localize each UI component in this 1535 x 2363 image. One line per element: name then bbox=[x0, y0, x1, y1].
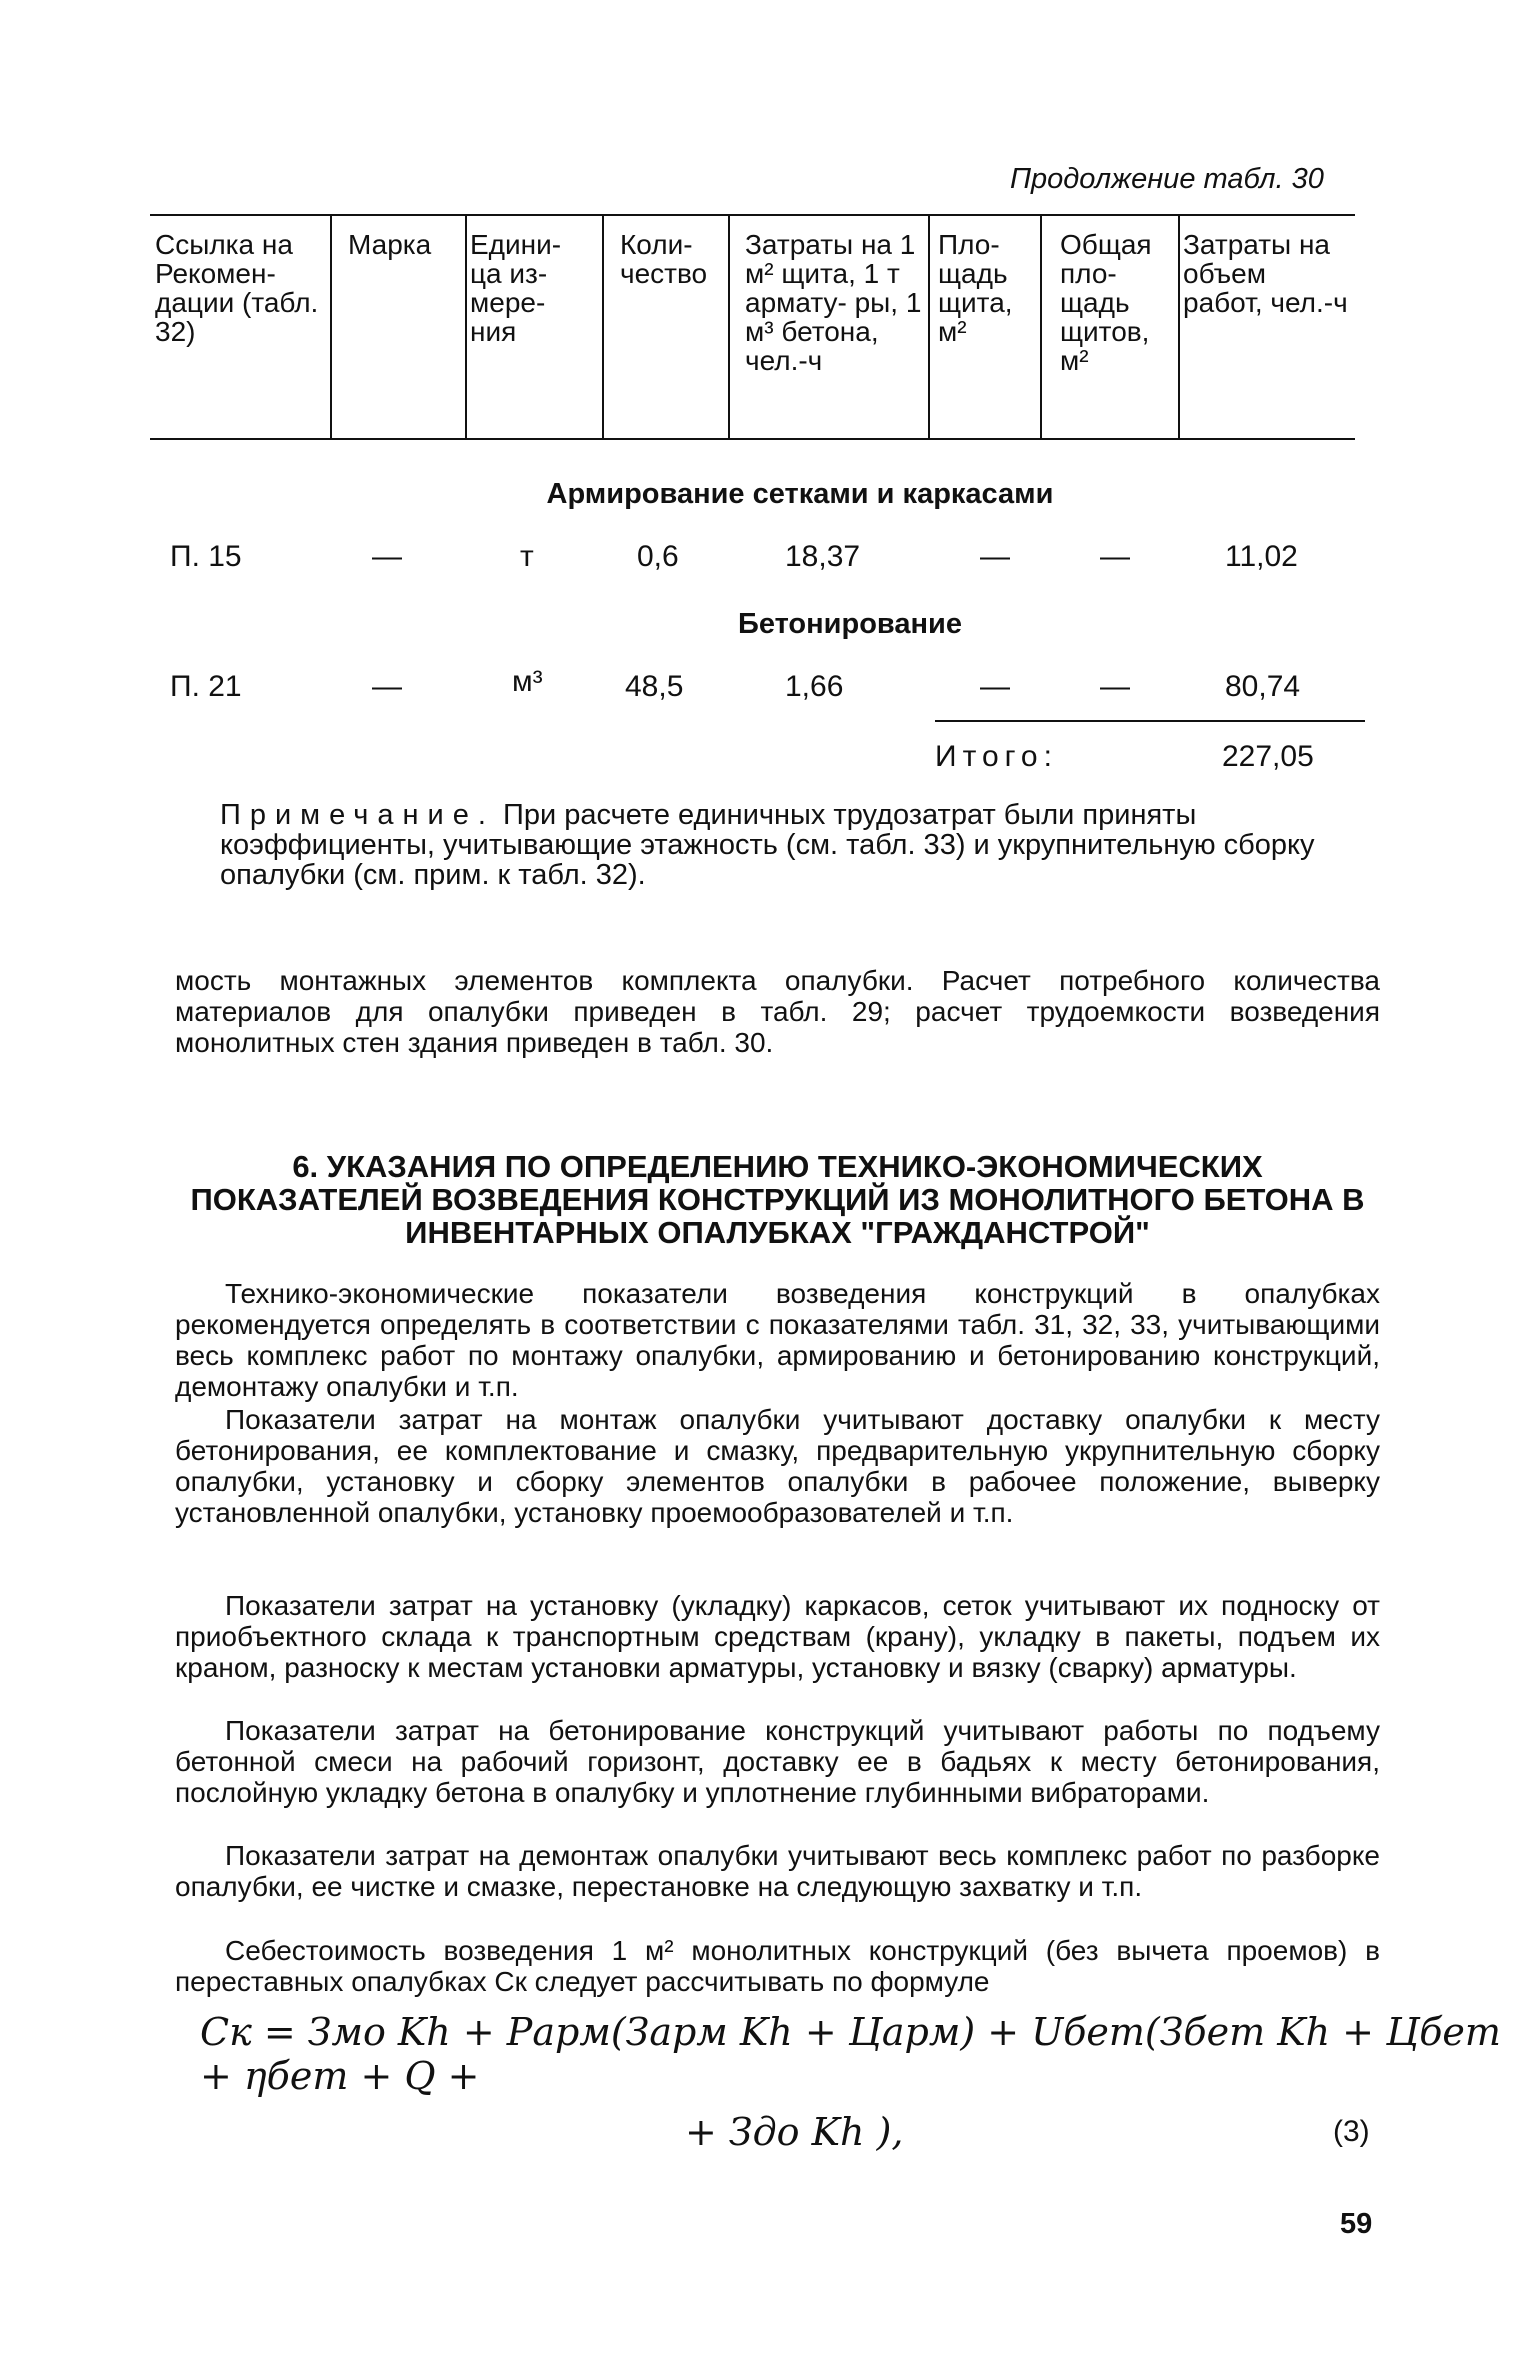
header-unit: Едини- ца из- мере- ния bbox=[470, 229, 562, 347]
paragraph-3-text: Показатели затрат на установку (укладку) каркасов, сеток учитывают их подноску от приобъектного склада к транспортным средствам (крану), укладку в пакеты, подъем их краном, разноску к местам установки арматуры, установку и вязку (сварку) арматуры. bbox=[175, 1590, 1380, 1683]
row-1-panel-area: — bbox=[980, 540, 1010, 573]
table-header-rule bbox=[150, 438, 1355, 440]
row-1-cost-per-unit: 18,37 bbox=[785, 540, 861, 573]
formula-line-2: + Здо Kh ), bbox=[685, 2110, 904, 2154]
paragraph-5 bbox=[175, 1840, 1380, 1902]
paragraph-2 bbox=[175, 1404, 1380, 1528]
table-caption: Продолжение табл. 30 bbox=[1010, 163, 1324, 195]
section-title-concreting: Бетонирование bbox=[738, 608, 962, 640]
table-note bbox=[220, 800, 1340, 890]
header-panel-area: Пло- щадь щита, м² bbox=[938, 229, 1013, 347]
column-divider bbox=[330, 214, 332, 438]
total-value: 227,05 bbox=[1222, 740, 1314, 773]
column-divider bbox=[1040, 214, 1042, 438]
note-label: Примечание. bbox=[220, 799, 495, 831]
column-divider bbox=[728, 214, 730, 438]
column-divider bbox=[928, 214, 930, 438]
column-divider bbox=[602, 214, 604, 438]
paragraph-6-text: Себестоимость возведения 1 м² монолитных конструкций (без вычета проемов) в переставных опалубках Cк следует рассчитывать по формуле bbox=[175, 1935, 1380, 1997]
row-2-cost-per-unit: 1,66 bbox=[785, 670, 844, 703]
paragraph-4-text: Показатели затрат на бетонирование конструкций учитывают работы по подъему бетонной смеси на рабочий горизонт, доставку ее в бадьях к месту бетонирования, послойную укладку бетона в опалубку и уплотнение глубинными вибраторами. bbox=[175, 1715, 1380, 1808]
row-1-total-area: — bbox=[1100, 540, 1130, 573]
row-2-total-area: — bbox=[1100, 670, 1130, 703]
paragraph-4 bbox=[175, 1715, 1380, 1808]
header-reference: Ссылка на Рекомен- дации (табл. 32) bbox=[155, 229, 319, 347]
row-1-unit: т bbox=[520, 540, 534, 573]
row-2-quantity: 48,5 bbox=[625, 670, 684, 703]
paragraph-2-text: Показатели затрат на монтаж опалубки учитывают доставку опалубки к месту бетонирования, ее комплектование и смазку, предварительную укрупнительную сборку опалубки, установку и сборку элементов опалубки в рабочее положение, выверку установленной опалубки, установку проемообразователей и т.п. bbox=[175, 1404, 1380, 1528]
chapter-title: 6. УКАЗАНИЯ ПО ОПРЕДЕЛЕНИЮ ТЕХНИКО-ЭКОНОМИЧЕСКИХ ПОКАЗАТЕЛЕЙ ВОЗВЕДЕНИЯ КОНСТРУКЦИЙ ИЗ МОНОЛИТНОГО БЕТОНА В ИНВЕНТАРНЫХ ОПАЛУБКАХ "ГРАЖДАНСТРОЙ" bbox=[190, 1149, 1365, 1250]
row-2-panel-area: — bbox=[980, 670, 1010, 703]
header-total-cost: Затраты на объем работ, чел.-ч bbox=[1183, 229, 1348, 318]
formula-line-1: Cк = Змо Kh + Pарм(Зарм Kh + Царм) + Uбет(Збет Kh + Цбет + ηбет + Q + bbox=[200, 2010, 1501, 2098]
paragraph-3 bbox=[175, 1590, 1380, 1683]
paragraph-5-text: Показатели затрат на демонтаж опалубки учитывают весь комплекс работ по разборке опалубки, ее чистке и смазке, перестановке на следующую захватку и т.п. bbox=[175, 1840, 1380, 1902]
paragraph-6 bbox=[175, 1935, 1380, 1997]
header-cost-per-unit: Затраты на 1 м² щита, 1 т армату- ры, 1 м³ бетона, чел.-ч bbox=[745, 229, 922, 376]
note-text: При расчете единичных трудозатрат были приняты коэффициенты, учитывающие этажность (см. табл. 33) и укрупнительную сборку опалубки (см. прим. к табл. 32). bbox=[220, 799, 1315, 891]
column-divider bbox=[1178, 214, 1180, 438]
header-brand: Марка bbox=[348, 229, 432, 260]
row-1-total-cost: 11,02 bbox=[1225, 540, 1298, 573]
row-2-total-cost: 80,74 bbox=[1225, 670, 1301, 703]
header-total-area: Общая пло- щадь щитов, м² bbox=[1060, 229, 1152, 376]
row-2-unit: м³ bbox=[512, 665, 543, 698]
intro-paragraph: мость монтажных элементов комплекта опалубки. Расчет потребного количества материалов для опалубки приведен в табл. 29; расчет трудоемкости возведения монолитных стен здания приведен в табл. 30. bbox=[175, 965, 1380, 1058]
total-label: Итого: bbox=[935, 740, 1058, 773]
row-1-brand: — bbox=[372, 540, 402, 573]
header-quantity: Коли- чество bbox=[620, 229, 708, 289]
paragraph-1 bbox=[175, 1278, 1380, 1402]
row-2-brand: — bbox=[372, 670, 402, 703]
paragraph-1-text: Технико-экономические показатели возведения конструкций в опалубках рекомендуется определять в соответствии с показателями табл. 31, 32, 33, учитывающими весь комплекс работ по монтажу опалубки, армированию и бетонированию конструкций, демонтажу опалубки и т.п. bbox=[175, 1278, 1380, 1402]
column-divider bbox=[465, 214, 467, 438]
row-1-reference: П. 15 bbox=[170, 540, 242, 573]
row-2-reference: П. 21 bbox=[170, 670, 242, 703]
section-title-reinforcement: Армирование сетками и каркасами bbox=[546, 478, 1054, 510]
total-rule bbox=[935, 720, 1365, 722]
equation-number: (3) bbox=[1333, 2115, 1370, 2148]
row-1-quantity: 0,6 bbox=[637, 540, 679, 573]
page-number: 59 bbox=[1340, 2208, 1373, 2240]
